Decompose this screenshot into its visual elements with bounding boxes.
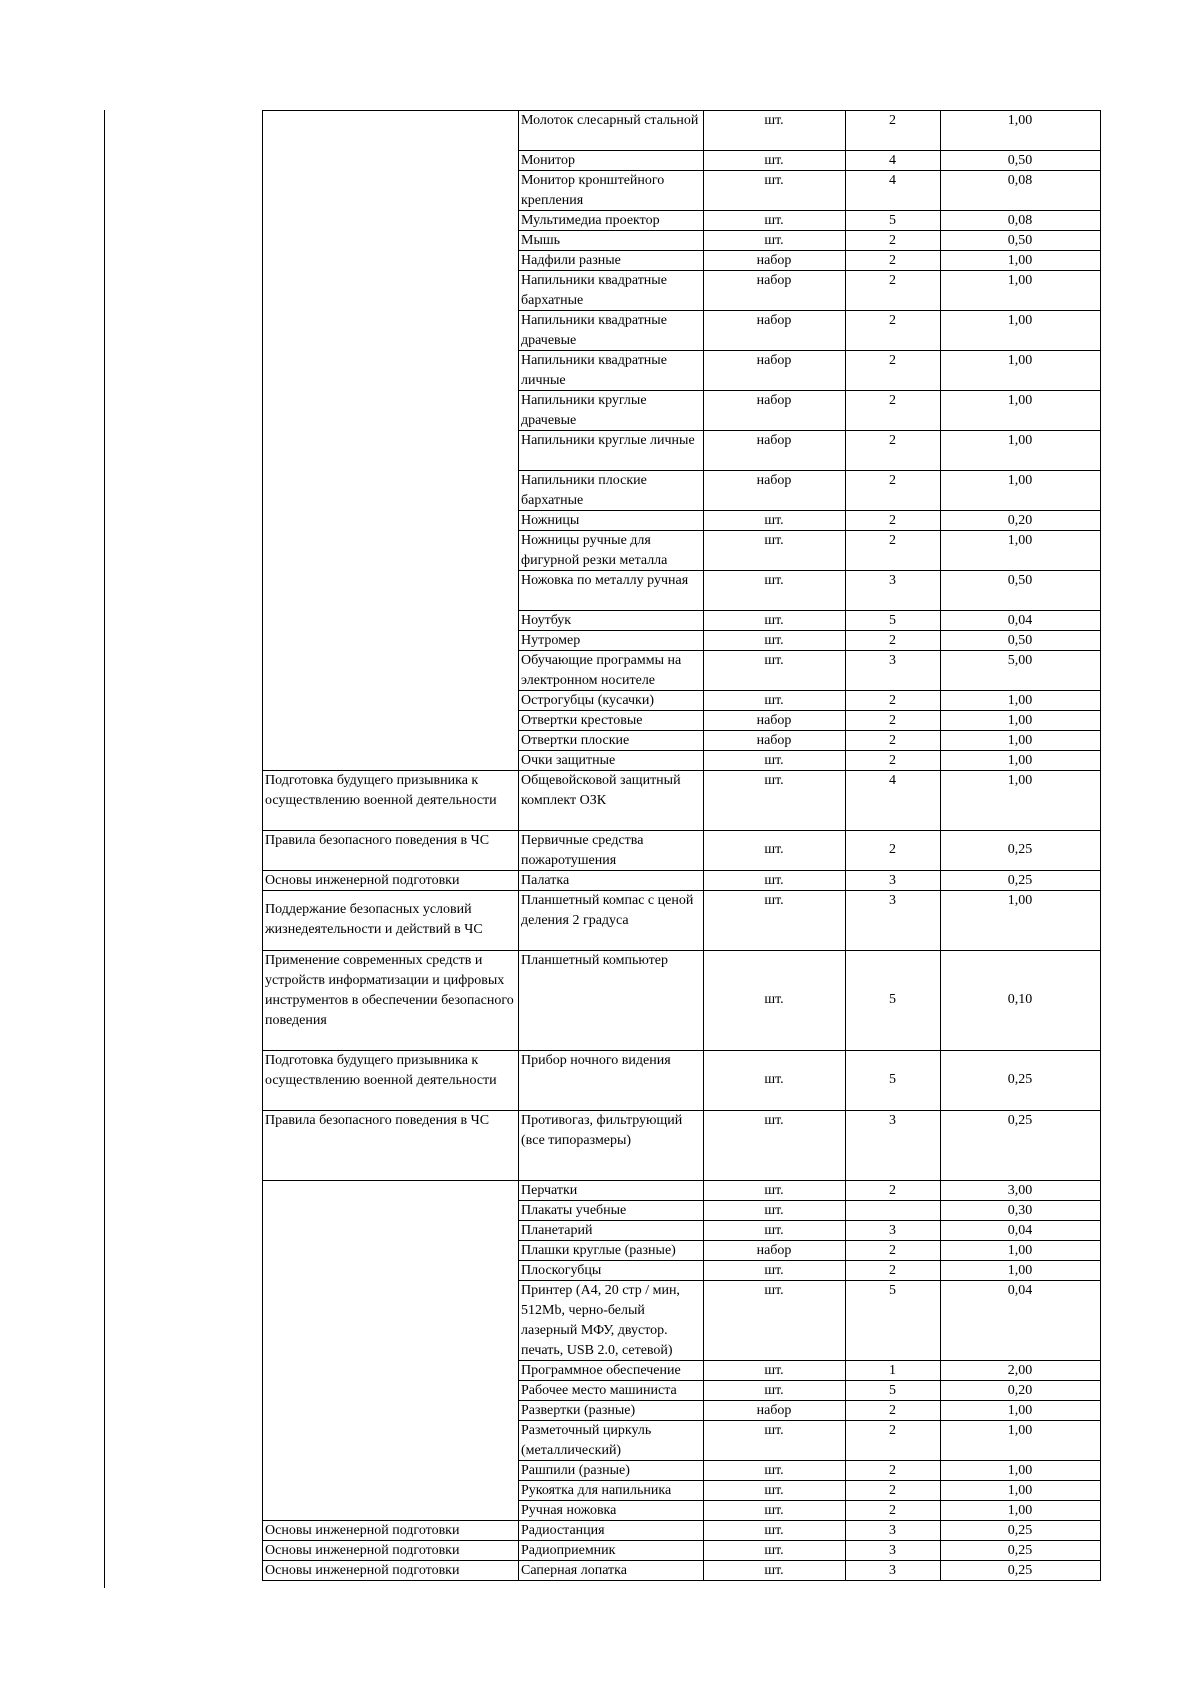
norm-cell: 0,50 <box>1007 233 1033 248</box>
unit-cell: шт. <box>764 1113 784 1128</box>
norm-cell: 1,00 <box>1007 253 1033 268</box>
qty-cell: 2 <box>889 313 896 328</box>
item-cell: Рашпили (разные) <box>521 1463 630 1478</box>
item-cell: Планшетный компьютер <box>521 953 668 968</box>
item-cell: Напильники квадратные драчевые <box>521 313 667 348</box>
item-cell: Перчатки <box>521 1183 578 1198</box>
unit-cell: шт. <box>764 573 784 588</box>
qty-cell: 2 <box>889 473 896 488</box>
unit-cell: набор <box>756 1243 792 1258</box>
norm-cell: 1,00 <box>1007 753 1033 768</box>
section-cell: Правила безопасного поведения в ЧС <box>265 833 490 848</box>
norm-cell: 1,00 <box>1007 313 1033 328</box>
unit-cell: набор <box>756 273 792 288</box>
norm-cell: 0,25 <box>1007 1523 1033 1538</box>
item-cell: Отвертки крестовые <box>521 713 643 728</box>
qty-cell: 2 <box>889 113 896 128</box>
norm-cell: 1,00 <box>1007 1463 1033 1478</box>
section-cell: Основы инженерной подготовки <box>265 1543 460 1558</box>
qty-cell: 4 <box>889 773 896 788</box>
section-cell: Подготовка будущего призывника к осуществлению военной деятельности <box>265 1053 497 1088</box>
unit-cell: шт. <box>764 653 784 668</box>
qty-cell: 2 <box>889 1183 896 1198</box>
norm-cell: 1,00 <box>1007 473 1033 488</box>
norm-cell: 1,00 <box>1007 1263 1033 1278</box>
section-cell: Применение современных средств и устройств информатизации и цифровых инструментов в обеспечении безопасного поведения <box>265 953 514 1028</box>
unit-cell: шт. <box>764 1563 784 1578</box>
item-cell: Прибор ночного видения <box>521 1053 671 1068</box>
norm-cell: 1,00 <box>1007 1423 1033 1438</box>
unit-cell: шт. <box>764 1483 784 1498</box>
unit-cell: шт. <box>764 1223 784 1238</box>
unit-cell: шт. <box>764 842 784 857</box>
qty-cell: 2 <box>889 693 896 708</box>
table-column-border <box>262 110 263 1581</box>
qty-cell: 3 <box>889 1543 896 1558</box>
norm-cell: 0,25 <box>1007 1072 1033 1087</box>
qty-cell: 3 <box>889 873 896 888</box>
qty-cell: 2 <box>889 1503 896 1518</box>
norm-cell: 0,04 <box>1007 1223 1033 1238</box>
norm-cell: 0,50 <box>1007 633 1033 648</box>
section-cell: Подготовка будущего призывника к осуществлению военной деятельности <box>265 773 497 808</box>
norm-cell: 1,00 <box>1007 693 1033 708</box>
norm-cell: 0,25 <box>1007 1563 1033 1578</box>
qty-cell <box>847 1201 938 1221</box>
qty-cell: 2 <box>889 1243 896 1258</box>
unit-cell: шт. <box>764 1072 784 1087</box>
unit-cell: шт. <box>764 613 784 628</box>
norm-cell: 1,00 <box>1007 1243 1033 1258</box>
unit-cell: шт. <box>764 1503 784 1518</box>
qty-cell: 2 <box>889 1263 896 1278</box>
item-cell: Напильники круглые личные <box>521 433 695 448</box>
unit-cell: шт. <box>764 173 784 188</box>
unit-cell: набор <box>756 1403 792 1418</box>
qty-cell: 2 <box>889 1483 896 1498</box>
qty-cell: 4 <box>889 173 896 188</box>
unit-cell: набор <box>756 473 792 488</box>
unit-cell: шт. <box>764 1383 784 1398</box>
norm-cell: 3,00 <box>1007 1183 1033 1198</box>
item-cell: Ножовка по металлу ручная <box>521 573 689 588</box>
section-cell: Основы инженерной подготовки <box>265 873 460 888</box>
norm-cell: 0,08 <box>1007 173 1033 188</box>
item-cell: Острогубцы (кусачки) <box>521 693 654 708</box>
section-cell: Основы инженерной подготовки <box>265 1563 460 1578</box>
unit-cell: шт. <box>764 633 784 648</box>
qty-cell: 2 <box>889 433 896 448</box>
qty-cell: 2 <box>889 753 896 768</box>
unit-cell: шт. <box>764 693 784 708</box>
qty-cell: 2 <box>889 1403 896 1418</box>
unit-cell: шт. <box>764 773 784 788</box>
item-cell: Радиостанция <box>521 1523 605 1538</box>
qty-cell: 5 <box>889 613 896 628</box>
item-cell: Мышь <box>521 233 561 248</box>
item-cell: Программное обеспечение <box>521 1363 681 1378</box>
norm-cell: 0,25 <box>1007 1113 1033 1128</box>
unit-cell: шт. <box>764 113 784 128</box>
norm-cell: 0,10 <box>1007 992 1033 1007</box>
qty-cell: 2 <box>889 513 896 528</box>
item-cell: Обучающие программы на электронном носителе <box>521 653 682 688</box>
unit-cell: шт. <box>764 153 784 168</box>
qty-cell: 2 <box>889 533 896 548</box>
norm-cell: 1,00 <box>1007 733 1033 748</box>
norm-cell: 1,00 <box>1007 353 1033 368</box>
qty-cell: 5 <box>889 1072 896 1087</box>
norm-cell: 0,20 <box>1007 1383 1033 1398</box>
item-cell: Принтер (А4, 20 стр / мин, 512Mb, черно-белый лазерный МФУ, двустор. печать, USB 2.0, сетевой) <box>521 1283 680 1358</box>
item-cell: Ноутбук <box>521 613 572 628</box>
qty-cell: 3 <box>889 653 896 668</box>
norm-cell: 1,00 <box>1007 533 1033 548</box>
norm-cell: 1,00 <box>1007 1403 1033 1418</box>
item-cell: Плакаты учебные <box>521 1203 627 1218</box>
section-cell: Поддержание безопасных условий жизнедеятельности и действий в ЧС <box>265 902 483 937</box>
item-cell: Планшетный компас с ценой деления 2 градуса <box>521 893 694 928</box>
unit-cell: набор <box>756 253 792 268</box>
norm-cell: 2,00 <box>1007 1363 1033 1378</box>
qty-cell: 1 <box>889 1363 896 1378</box>
item-cell: Монитор <box>521 153 576 168</box>
unit-cell: шт. <box>764 1523 784 1538</box>
unit-cell: набор <box>756 393 792 408</box>
qty-cell: 2 <box>889 633 896 648</box>
item-cell: Молоток слесарный стальной <box>521 113 699 128</box>
unit-cell: набор <box>756 713 792 728</box>
unit-cell: шт. <box>764 1183 784 1198</box>
item-cell: Палатка <box>521 873 570 888</box>
unit-cell: шт. <box>764 1203 784 1218</box>
norm-cell: 0,25 <box>1007 873 1033 888</box>
item-cell: Ручная ножовка <box>521 1503 617 1518</box>
table-row-border <box>262 1580 519 1581</box>
qty-cell: 3 <box>889 1523 896 1538</box>
unit-cell: шт. <box>764 1463 784 1478</box>
norm-cell: 0,25 <box>1007 842 1033 857</box>
qty-cell: 4 <box>889 153 896 168</box>
section-cell: Правила безопасного поведения в ЧС <box>265 1113 490 1128</box>
norm-cell: 1,00 <box>1007 273 1033 288</box>
qty-cell: 3 <box>889 893 896 908</box>
norm-cell: 0,04 <box>1007 613 1033 628</box>
unit-cell: шт. <box>764 893 784 908</box>
qty-cell: 3 <box>889 1223 896 1238</box>
unit-cell: шт. <box>764 1363 784 1378</box>
norm-cell: 1,00 <box>1007 433 1033 448</box>
qty-cell: 2 <box>889 733 896 748</box>
section-cell <box>265 111 515 769</box>
item-cell: Развертки (разные) <box>521 1403 636 1418</box>
qty-cell: 5 <box>889 992 896 1007</box>
qty-cell: 2 <box>889 713 896 728</box>
section-cell <box>265 1181 515 1519</box>
qty-cell: 2 <box>889 1463 896 1478</box>
item-cell: Планетарий <box>521 1223 593 1238</box>
qty-cell: 3 <box>889 1563 896 1578</box>
norm-cell: 0,25 <box>1007 1543 1033 1558</box>
qty-cell: 2 <box>889 233 896 248</box>
norm-cell: 0,04 <box>1007 1283 1033 1298</box>
qty-cell: 2 <box>889 393 896 408</box>
unit-cell: шт. <box>764 213 784 228</box>
unit-cell: шт. <box>764 992 784 1007</box>
item-cell: Ножницы ручные для фигурной резки металла <box>521 533 668 568</box>
unit-cell: шт. <box>764 1263 784 1278</box>
item-cell: Напильники квадратные бархатные <box>521 273 667 308</box>
norm-cell: 1,00 <box>1007 393 1033 408</box>
norm-cell: 1,00 <box>1007 713 1033 728</box>
item-cell: Саперная лопатка <box>521 1563 627 1578</box>
unit-cell: набор <box>756 313 792 328</box>
item-cell: Нутромер <box>521 633 581 648</box>
unit-cell: шт. <box>764 873 784 888</box>
norm-cell: 0,08 <box>1007 213 1033 228</box>
norm-cell: 0,50 <box>1007 153 1033 168</box>
unit-cell: шт. <box>764 513 784 528</box>
item-cell: Общевойсковой защитный комплект ОЗК <box>521 773 681 808</box>
item-cell: Разметочный циркуль (металлический) <box>521 1423 652 1458</box>
item-cell: Мультимедиа проектор <box>521 213 660 228</box>
unit-cell: набор <box>756 433 792 448</box>
unit-cell: шт. <box>764 233 784 248</box>
section-cell: Основы инженерной подготовки <box>265 1523 460 1538</box>
unit-cell: набор <box>756 353 792 368</box>
item-cell: Очки защитные <box>521 753 616 768</box>
qty-cell: 3 <box>889 573 896 588</box>
unit-cell: шт. <box>764 533 784 548</box>
unit-cell: набор <box>756 733 792 748</box>
unit-cell: шт. <box>764 1543 784 1558</box>
item-cell: Плашки круглые (разные) <box>521 1243 676 1258</box>
item-cell: Плоскогубцы <box>521 1263 602 1278</box>
qty-cell: 2 <box>889 842 896 857</box>
item-cell: Надфили разные <box>521 253 621 268</box>
item-cell: Напильники круглые драчевые <box>521 393 647 428</box>
qty-cell: 2 <box>889 273 896 288</box>
norm-cell: 1,00 <box>1007 893 1033 908</box>
qty-cell: 2 <box>889 1423 896 1438</box>
norm-cell: 1,00 <box>1007 773 1033 788</box>
norm-cell: 5,00 <box>1007 653 1033 668</box>
unit-cell: шт. <box>764 1283 784 1298</box>
norm-cell: 1,00 <box>1007 1483 1033 1498</box>
norm-cell: 0,20 <box>1007 513 1033 528</box>
norm-cell: 1,00 <box>1007 113 1033 128</box>
norm-cell: 0,50 <box>1007 573 1033 588</box>
unit-cell: шт. <box>764 753 784 768</box>
qty-cell: 3 <box>889 1113 896 1128</box>
item-cell: Отвертки плоские <box>521 733 630 748</box>
item-cell: Напильники плоские бархатные <box>521 473 647 508</box>
item-cell: Рабочее место машиниста <box>521 1383 677 1398</box>
item-cell: Ножницы <box>521 513 580 528</box>
norm-cell: 0,30 <box>1007 1203 1033 1218</box>
qty-cell: 5 <box>889 213 896 228</box>
qty-cell: 2 <box>889 353 896 368</box>
item-cell: Противогаз, фильтрующий (все типоразмеры) <box>521 1113 683 1148</box>
item-cell: Рукоятка для напильника <box>521 1483 672 1498</box>
item-cell: Напильники квадратные личные <box>521 353 667 388</box>
item-cell: Радиоприемник <box>521 1543 616 1558</box>
qty-cell: 5 <box>889 1283 896 1298</box>
item-cell: Первичные средства пожаротушения <box>521 833 644 868</box>
unit-cell: шт. <box>764 1423 784 1438</box>
item-cell: Монитор кронштейного крепления <box>521 173 665 208</box>
qty-cell: 5 <box>889 1383 896 1398</box>
qty-cell: 2 <box>889 253 896 268</box>
norm-cell: 1,00 <box>1007 1503 1033 1518</box>
